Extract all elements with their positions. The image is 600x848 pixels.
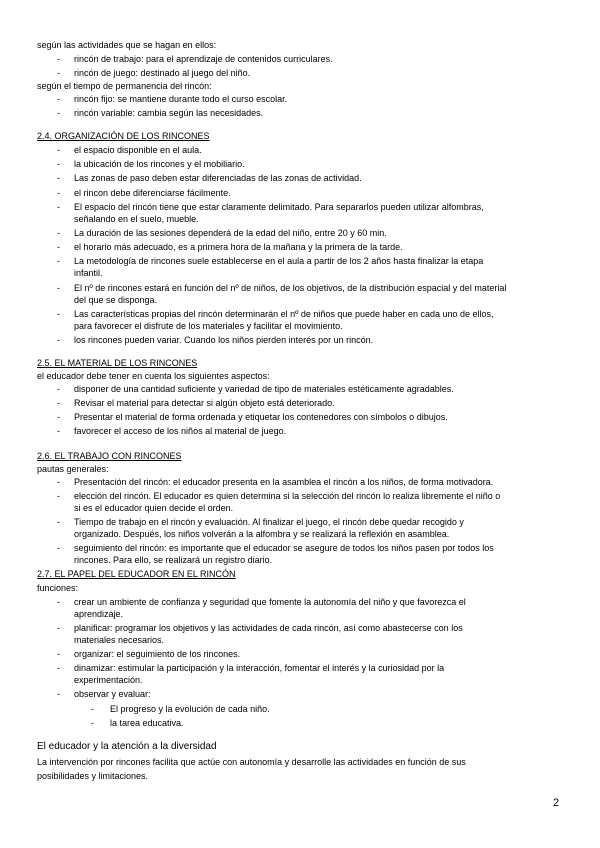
bullet-dash: - — [57, 145, 60, 155]
bullet-dash: - — [91, 704, 94, 714]
bullet-dash: - — [57, 517, 60, 527]
bullet-dash: - — [57, 384, 60, 394]
list-item-text: la ubicación de los rincones y el mobiliario. — [74, 159, 245, 170]
bullet-dash: - — [57, 228, 60, 238]
list-item-text: rincones. Para ello, se realizará un registro diario. — [74, 555, 273, 565]
list-item-text: favorecer el acceso de los niños al material de juego. — [74, 426, 287, 436]
list-item-text: el espacio disponible en el aula. — [74, 145, 202, 155]
list-item-text: Las características propias del rincón determinarán el nº de niños que puede haber en cada uno de ellos, — [74, 308, 494, 319]
bullet-dash: - — [57, 543, 60, 553]
bullet-dash: - — [57, 54, 60, 64]
section-heading-2-7: 2.7. EL PAPEL DEL EDUCADOR EN EL RINCÓN — [37, 569, 236, 579]
section-lead: funciones: — [37, 583, 79, 593]
section-heading-2-4: 2.4. ORGANIZACIÓN DE LOS RINCONES — [37, 131, 210, 141]
list-item-text: aprendizaje. — [74, 609, 124, 619]
list-item-text: organizado. Después, los niños volverán a la alfombra y se realizará la reflexión en asamblea. — [74, 529, 450, 539]
list-item-text: si es el educador quien decide el orden. — [74, 503, 234, 513]
bullet-dash: - — [57, 426, 60, 436]
bullet-dash: - — [57, 689, 60, 699]
list-item-text: los rincones pueden variar. Cuando los niños pierden interés por un rincón. — [74, 335, 374, 345]
sub-list-item-text: El progreso y la evolución de cada niño. — [110, 704, 270, 714]
section-lead: el educador debe tener en cuenta los siguientes aspectos: — [37, 371, 270, 381]
page-number: 2 — [553, 797, 560, 809]
criteria-label: según las actividades que se hagan en ellos: — [37, 40, 217, 50]
list-item-text: rincón variable: cambia según las necesidades. — [74, 108, 264, 118]
diversity-paragraph: La intervención por rincones facilita que actúe con autonomía y desarrolle las actividades en función de sus — [37, 757, 466, 767]
list-item-text: organizar: el seguimiento de los rincones. — [74, 649, 241, 659]
list-item-text: rincón de trabajo: para el aprendizaje de contenidos curriculares. — [74, 54, 333, 64]
bullet-dash: - — [57, 159, 60, 170]
bullet-dash: - — [57, 477, 60, 487]
bullet-dash: - — [57, 201, 60, 212]
bullet-dash: - — [57, 412, 60, 422]
bullet-dash: - — [57, 491, 60, 501]
list-item-text: La metodología de rincones suele establecerse en el aula a partir de los 2 años hasta finalizar la etapa — [74, 256, 484, 267]
list-item-text: infantil. — [74, 268, 103, 279]
list-item-text: del que se disponga. — [74, 294, 158, 305]
bullet-dash: - — [57, 282, 60, 293]
list-item-text: para favorecer el disfrute de los materiales y facilitar el movimiento. — [74, 320, 343, 331]
bullet-dash: - — [57, 308, 60, 319]
section-heading-2-6: 2.6. EL TRABAJO CON RINCONES — [37, 451, 182, 461]
bullet-dash: - — [57, 649, 60, 659]
list-item-text: Tiempo de trabajo en el rincón y evaluación. Al finalizar el juego, el rincón debe quedar recogido y — [74, 517, 464, 527]
bullet-dash: - — [57, 335, 60, 345]
list-item-text: crear un ambiente de confianza y seguridad que fomente la autonomía del niño y que favorezca el — [74, 597, 466, 607]
list-item-text: Presentar el material de forma ordenada y etiquetar los contenedores con símbolos o dibujos. — [74, 412, 448, 422]
section-lead: pautas generales: — [37, 464, 109, 474]
bullet-dash: - — [57, 623, 60, 633]
list-item-text: el rincon debe diferenciarse fácilmente. — [74, 187, 231, 198]
bullet-dash: - — [57, 173, 60, 184]
list-item-text: rincón fijo: se mantiene durante todo el curso escolar. — [74, 94, 288, 104]
sub-list-item-text: la tarea educativa. — [110, 718, 184, 728]
list-item-text: planificar: programar los objetivos y las actividades de cada rincón, así como abastecerse con los — [74, 623, 463, 633]
list-item-text: observar y evaluar: — [74, 689, 151, 699]
list-item-text: Presentación del rincón: el educador presenta en la asamblea el rincón a los niños, de forma motivadora. — [74, 477, 494, 487]
bullet-dash: - — [57, 108, 60, 118]
bullet-dash: - — [91, 718, 94, 728]
list-item-text: La duración de las sesiones dependerá de la edad del niño, entre 20 y 60 min. — [74, 228, 387, 238]
list-item-text: El nº de rincones estará en función del nº de niños, de los objetivos, de la distribución espacial y del material — [74, 282, 507, 293]
diversity-paragraph: posibilidades y limitaciones. — [37, 771, 149, 781]
list-item-text: dinamizar: estimular la participación y la interacción, fomentar el interés y la curiosidad por la — [74, 663, 445, 673]
bullet-dash: - — [57, 242, 60, 253]
list-item-text: elección del rincón. El educador es quien determina si la selección del rincón lo realiza libremente el niño o — [74, 491, 501, 501]
bullet-dash: - — [57, 256, 60, 267]
list-item-text: señalando en el suelo, mueble. — [74, 213, 199, 224]
bullet-dash: - — [57, 94, 60, 104]
bullet-dash: - — [57, 663, 60, 673]
list-item-text: seguimiento del rincón: es importante que el educador se asegure de todos los niños pasen por todos los — [74, 543, 494, 553]
list-item-text: experimentación. — [74, 675, 143, 685]
list-item-text: disponer de una cantidad suficiente y variedad de tipo de materiales estéticamente agradables. — [74, 384, 454, 394]
bullet-dash: - — [57, 68, 60, 78]
list-item-text: Revisar el material para detectar si algún objeto está deteriorado. — [74, 398, 335, 408]
list-item-text: Las zonas de paso deben estar diferenciadas de las zonas de actividad. — [74, 173, 362, 184]
bullet-dash: - — [57, 187, 60, 198]
bullet-dash: - — [57, 398, 60, 408]
list-item-text: El espacio del rincón tiene que estar claramente delimitado. Para separarlos pueden utilizar alfombras, — [74, 201, 484, 212]
criteria-label: según el tiempo de permanencia del rincón: — [37, 81, 212, 91]
bullet-dash: - — [57, 597, 60, 607]
list-item-text: materiales necesarios. — [74, 635, 165, 645]
list-item-text: el horario más adecuado, es a primera hora de la mañana y la primera de la tarde. — [74, 242, 403, 253]
section-heading-2-5: 2.5. EL MATERIAL DE LOS RINCONES — [37, 358, 198, 368]
list-item-text: rincón de juego: destinado al juego del niño. — [74, 68, 251, 78]
diversity-heading: El educador y la atención a la diversidad — [37, 741, 217, 752]
